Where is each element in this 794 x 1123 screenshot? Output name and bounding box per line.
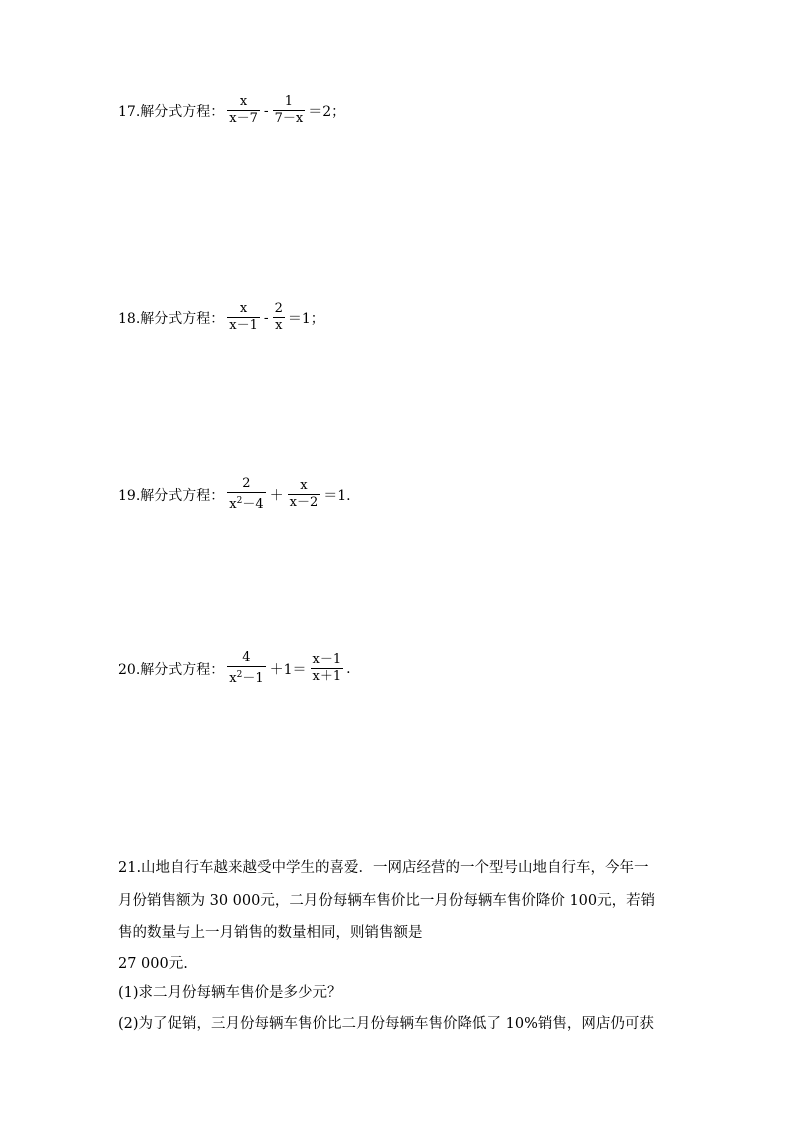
problem-20-fraction-2 <box>311 652 344 685</box>
problem-20-fraction-1 <box>227 650 265 687</box>
problem-20-den-rest: －1 <box>242 671 264 686</box>
problem-17-fraction-1 <box>227 94 260 127</box>
problem-17-fraction-2-numerator: 1 <box>284 94 294 109</box>
problem-21-line: 售的数量与上一月销售的数量相同，则销售额是 <box>118 925 423 941</box>
problem-21 <box>118 852 704 1040</box>
problem-19-fraction-2-numerator: x <box>300 478 308 493</box>
problem-20-fraction-1-denominator <box>227 666 265 687</box>
problem-20-fraction-2-denominator: x＋1 <box>312 669 342 684</box>
problem-19-fraction-1-numerator: 2 <box>242 476 251 491</box>
problem-18-fraction-2-denominator: x <box>273 317 285 334</box>
problem-20-rhs: . <box>346 660 351 677</box>
problem-18-fraction-1-denominator: x－1 <box>229 318 258 333</box>
problem-19-fraction-1-denominator <box>227 492 265 513</box>
problem-19-rhs: ＝1. <box>323 487 351 504</box>
problem-19-operator: ＋ <box>269 487 284 504</box>
problem-19-fraction-2 <box>288 478 321 511</box>
problem-21-question-2: (2)为了促销，三月份每辆车售价比二月份每辆车售价降低了 10%销售，网店仍可获 <box>118 1015 654 1032</box>
problem-17-fraction-2-denominator: 7－x <box>274 111 304 126</box>
problem-21-line: 月份销售额为 30 000元，二月份每辆车售价比一月份每辆车售价降价 100元，若销 <box>118 892 656 909</box>
problem-18-fraction-2-numerator: 2 <box>274 301 283 316</box>
problem-17-rhs: ＝2； <box>308 103 346 120</box>
problem-18-fraction-2 <box>273 301 285 334</box>
problem-20-fraction-1-numerator: 4 <box>242 650 251 665</box>
problem-21-line: 27 000元. <box>118 955 188 972</box>
problem-18 <box>118 301 325 334</box>
problem-20 <box>118 650 351 687</box>
problem-18-operator: - <box>263 309 269 326</box>
problem-19-fraction-1 <box>227 476 265 513</box>
problem-17-fraction-1-denominator: x－7 <box>229 111 258 126</box>
problem-21-line: 21.山地自行车越来越受中学生的喜爱．一网店经营的一个型号山地自行车，今年一 <box>118 860 649 876</box>
problem-20-label: 20.解分式方程： <box>118 661 225 678</box>
problem-19-label: 19.解分式方程： <box>118 487 225 504</box>
problem-17 <box>118 94 345 127</box>
problem-19-fraction-2-denominator: x－2 <box>289 495 319 510</box>
problem-18-rhs: ＝1； <box>287 310 325 327</box>
problem-20-fraction-2-numerator: x－1 <box>312 652 342 667</box>
problem-19-den-base: x <box>229 497 237 512</box>
problem-20-den-base: x <box>229 671 237 686</box>
problem-17-fraction-2 <box>273 94 306 127</box>
problem-18-fraction-1-numerator: x <box>239 301 248 316</box>
problem-20-middle: ＋1＝ <box>269 661 307 678</box>
problem-17-operator: - <box>263 102 269 119</box>
problem-19-den-rest: －4 <box>242 497 264 512</box>
problem-18-label: 18.解分式方程： <box>118 310 225 327</box>
problem-20-den-exponent: 2 <box>236 670 243 680</box>
problem-19 <box>118 476 351 513</box>
problem-21-question-1: (1)求二月份每辆车售价是多少元？ <box>118 984 342 1001</box>
problem-19-den-exponent: 2 <box>236 496 243 506</box>
problem-17-fraction-1-numerator: x <box>239 94 248 109</box>
problem-17-label: 17.解分式方程： <box>118 103 225 120</box>
problem-18-fraction-1 <box>227 301 260 334</box>
